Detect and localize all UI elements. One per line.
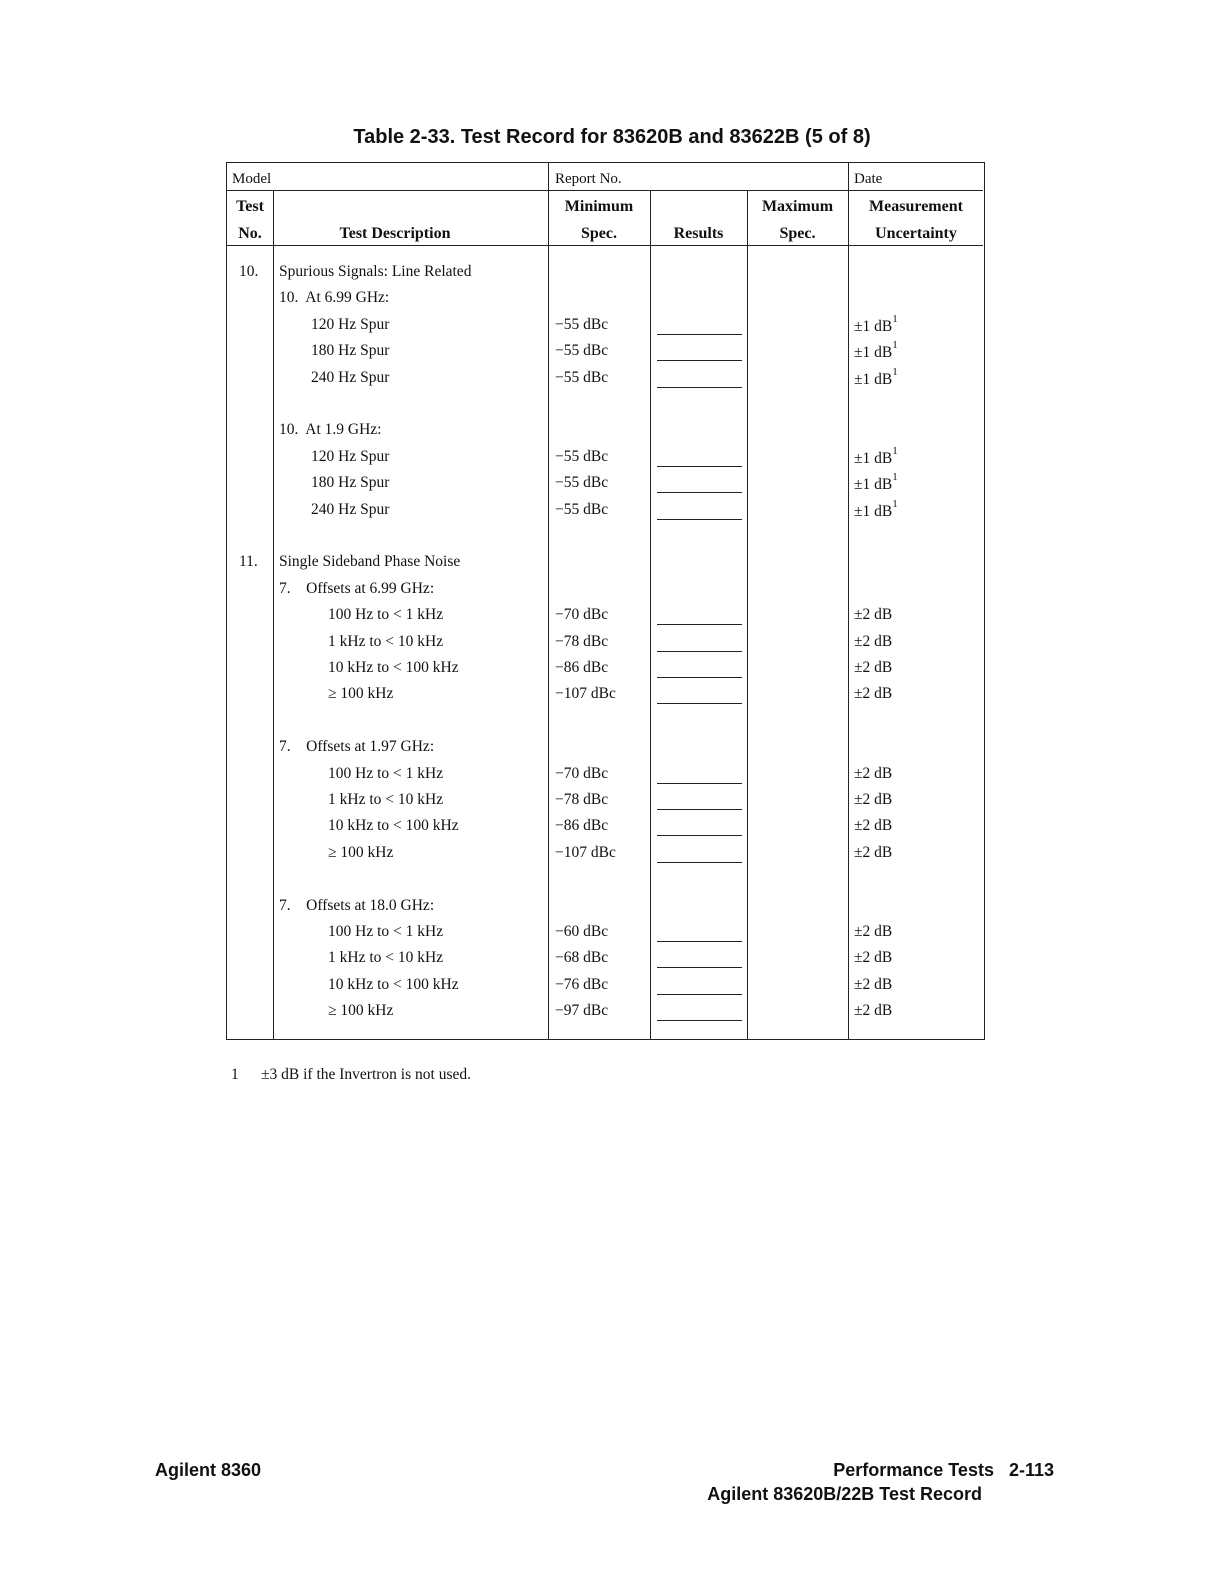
- row-uncertainty: [854, 791, 892, 809]
- col-min-header-2: Spec.: [581, 225, 617, 242]
- row-uncertainty: [854, 844, 892, 862]
- test-record-table: [226, 162, 985, 1040]
- uncertainty-value: ±1 dB: [854, 476, 893, 494]
- row-description: 100 Hz to < 1 kHz: [328, 606, 444, 624]
- results-entry-line[interactable]: [657, 334, 742, 335]
- row-min-spec: −86 dBc: [555, 817, 609, 835]
- row-min-spec: −55 dBc: [555, 368, 609, 386]
- row-min-spec: −107 dBc: [555, 843, 616, 861]
- results-entry-line[interactable]: [657, 624, 742, 625]
- row-min-spec: −97 dBc: [555, 1002, 609, 1020]
- col-max-header-1: Maximum: [761, 198, 834, 215]
- col-max-header-2: Spec.: [779, 225, 816, 242]
- table-title: Table 2-33. Test Record for 83620B and 83622B (5 of 8): [353, 126, 871, 148]
- footnote-reference: 1: [892, 497, 898, 510]
- col-unc-header-1: Measurement: [869, 198, 963, 215]
- row-description: Single Sideband Phase Noise: [279, 553, 461, 571]
- row-description: 10. At 1.9 GHz:: [279, 421, 382, 439]
- results-entry-line[interactable]: [657, 677, 742, 678]
- col-desc-header: Test Description: [339, 225, 451, 242]
- uncertainty-value: ±2 dB: [854, 923, 893, 940]
- results-entry-line[interactable]: [657, 809, 742, 810]
- footer-left: Agilent 8360: [155, 1460, 262, 1480]
- footnote-reference: 1: [892, 312, 898, 325]
- row-min-spec: −55 dBc: [555, 474, 609, 492]
- uncertainty-value: ±2 dB: [854, 632, 893, 650]
- row-uncertainty: [854, 339, 898, 362]
- col-results-header: Results: [673, 225, 724, 242]
- results-entry-line[interactable]: [657, 1020, 742, 1021]
- footnote-reference: 1: [892, 471, 898, 484]
- row-min-spec: −107 dBc: [555, 685, 616, 703]
- row-min-spec: −60 dBc: [555, 923, 609, 940]
- uncertainty-value: ±1 dB: [854, 344, 893, 362]
- row-min-spec: −55 dBc: [555, 500, 609, 518]
- results-entry-line[interactable]: [657, 466, 742, 467]
- row-description: 240 Hz Spur: [311, 368, 390, 386]
- row-uncertainty: [854, 765, 892, 783]
- row-uncertainty: [854, 365, 898, 389]
- row-uncertainty: [854, 312, 898, 336]
- results-entry-line[interactable]: [657, 492, 742, 493]
- footnote-text: ±3 dB if the Invertron is not used.: [261, 1066, 471, 1083]
- row-min-spec: −78 dBc: [555, 791, 609, 808]
- row-description: 180 Hz Spur: [311, 342, 390, 360]
- row-uncertainty: [854, 633, 892, 651]
- uncertainty-value: ±2 dB: [854, 685, 893, 703]
- col-unc-header-2: Uncertainty: [875, 225, 957, 242]
- row-min-spec: −55 dBc: [555, 447, 609, 465]
- row-description: 1 kHz to < 10 kHz: [328, 949, 444, 967]
- row-uncertainty: [854, 444, 898, 468]
- col-min-header-1: Minimum: [564, 198, 634, 215]
- footnote: [231, 1066, 471, 1084]
- row-uncertainty: [854, 1002, 892, 1020]
- row-description: 10 kHz to < 100 kHz: [328, 975, 459, 993]
- row-uncertainty: [854, 497, 898, 521]
- footnote-reference: 1: [892, 365, 898, 378]
- column-divider-max: [848, 163, 849, 1039]
- results-entry-line[interactable]: [657, 862, 742, 863]
- header-divider-top: [227, 190, 983, 191]
- uncertainty-value: ±2 dB: [854, 1002, 893, 1020]
- row-description: ≥ 100 kHz: [328, 685, 394, 703]
- row-description: 1 kHz to < 10 kHz: [328, 632, 444, 650]
- col-test-header-1: Test: [236, 198, 264, 215]
- uncertainty-value: ±2 dB: [854, 843, 893, 861]
- row-min-spec: −55 dBc: [555, 342, 609, 360]
- model-label: Model: [232, 171, 272, 187]
- uncertainty-value: ±2 dB: [854, 791, 893, 808]
- row-description: ≥ 100 kHz: [328, 1002, 394, 1020]
- row-uncertainty: [854, 606, 892, 624]
- row-uncertainty: [854, 976, 892, 994]
- row-description: 100 Hz to < 1 kHz: [328, 764, 444, 782]
- footnote-reference: 1: [892, 444, 898, 457]
- results-entry-line[interactable]: [657, 387, 742, 388]
- row-description: 180 Hz Spur: [311, 474, 390, 492]
- footer-right-top: Performance Tests 2-113: [833, 1460, 1054, 1480]
- results-entry-line[interactable]: [657, 519, 742, 520]
- row-description: 1 kHz to < 10 kHz: [328, 791, 444, 808]
- row-min-spec: −55 dBc: [555, 315, 609, 333]
- column-divider-results: [747, 190, 748, 1039]
- footnote-reference: 1: [892, 339, 898, 352]
- row-description: 240 Hz Spur: [311, 500, 390, 518]
- row-min-spec: −78 dBc: [555, 632, 609, 650]
- row-test-number: 11.: [239, 553, 258, 571]
- uncertainty-value: ±2 dB: [854, 606, 893, 624]
- row-min-spec: −70 dBc: [555, 764, 609, 782]
- row-description: Spurious Signals: Line Related: [279, 263, 472, 280]
- results-entry-line[interactable]: [657, 360, 742, 361]
- column-divider-test: [273, 190, 274, 1039]
- uncertainty-value: ±2 dB: [854, 659, 893, 676]
- uncertainty-value: ±2 dB: [854, 817, 893, 835]
- row-description: 100 Hz to < 1 kHz: [328, 923, 444, 940]
- uncertainty-value: ±1 dB: [854, 370, 893, 388]
- row-uncertainty: [854, 923, 892, 941]
- row-description: 120 Hz Spur: [311, 315, 390, 333]
- results-entry-line[interactable]: [657, 941, 742, 942]
- row-description: ≥ 100 kHz: [328, 843, 394, 861]
- footer-right-bottom: Agilent 83620B/22B Test Record: [707, 1484, 982, 1504]
- date-label: Date: [854, 171, 883, 187]
- uncertainty-value: ±1 dB: [854, 502, 893, 520]
- report-label: Report No.: [555, 171, 622, 187]
- row-uncertainty: [854, 659, 892, 677]
- row-description: 10 kHz to < 100 kHz: [328, 659, 459, 676]
- row-description: 7. Offsets at 18.0 GHz:: [279, 896, 435, 914]
- row-uncertainty: [854, 471, 898, 494]
- uncertainty-value: ±2 dB: [854, 975, 893, 993]
- footnote-number: 1: [231, 1066, 239, 1083]
- header-divider-bottom: [227, 245, 983, 246]
- row-min-spec: −76 dBc: [555, 975, 609, 993]
- column-divider-desc: [548, 163, 549, 1039]
- uncertainty-value: ±2 dB: [854, 949, 893, 967]
- row-description: 7. Offsets at 6.99 GHz:: [279, 579, 435, 597]
- row-description: 7. Offsets at 1.97 GHz:: [279, 738, 435, 756]
- row-test-number: 10.: [239, 263, 259, 280]
- results-entry-line[interactable]: [657, 651, 742, 652]
- row-description: 10. At 6.99 GHz:: [279, 289, 390, 307]
- row-description: 120 Hz Spur: [311, 447, 390, 465]
- row-uncertainty: [854, 685, 892, 703]
- results-entry-line[interactable]: [657, 783, 742, 784]
- row-description: 10 kHz to < 100 kHz: [328, 817, 459, 835]
- row-min-spec: −68 dBc: [555, 949, 609, 967]
- uncertainty-value: ±2 dB: [854, 764, 893, 782]
- row-uncertainty: [854, 817, 892, 835]
- results-entry-line[interactable]: [657, 994, 742, 995]
- row-min-spec: −86 dBc: [555, 659, 609, 676]
- results-entry-line[interactable]: [657, 703, 742, 704]
- results-entry-line[interactable]: [657, 967, 742, 968]
- col-test-header-2: No.: [238, 225, 262, 242]
- row-uncertainty: [854, 949, 892, 967]
- row-min-spec: −70 dBc: [555, 606, 609, 624]
- uncertainty-value: ±1 dB: [854, 449, 893, 467]
- results-entry-line[interactable]: [657, 835, 742, 836]
- column-divider-min: [650, 190, 651, 1039]
- uncertainty-value: ±1 dB: [854, 317, 893, 335]
